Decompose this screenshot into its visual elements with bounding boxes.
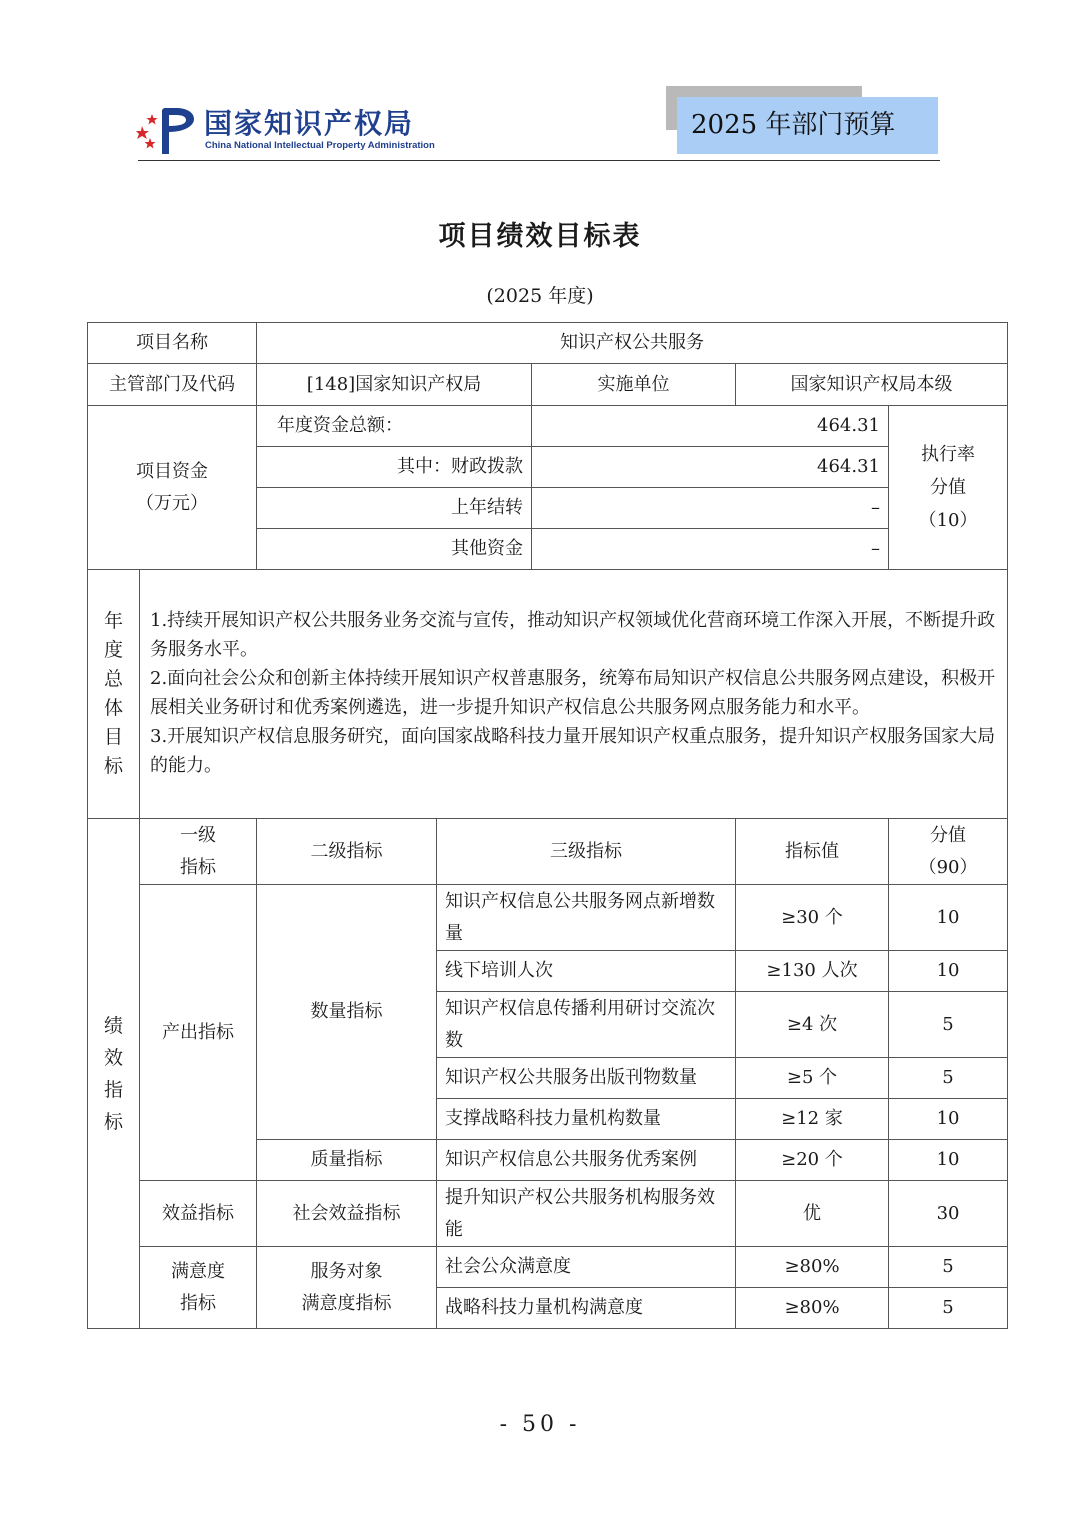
- indicator-name: 线下培训人次: [437, 951, 736, 992]
- page-subtitle: (2025 年度): [486, 285, 594, 307]
- header-value: 指标值: [736, 819, 889, 885]
- indicator-value: ≥130 人次: [736, 951, 889, 992]
- indicator-value: ≥80%: [736, 1247, 889, 1288]
- impl-value: 国家知识产权局本级: [736, 364, 1008, 406]
- header-level2: 二级指标: [257, 819, 437, 885]
- quality-indicator-label: 质量指标: [257, 1140, 437, 1181]
- indicator-score: 5: [889, 1058, 1008, 1099]
- indicator-score: 10: [889, 951, 1008, 992]
- budget-year-tab: 2025 年部门预算: [677, 97, 938, 154]
- benefit-indicator-label: 效益指标: [140, 1181, 257, 1247]
- output-indicator-label: 产出指标: [140, 885, 257, 1181]
- indicator-value: ≥4 次: [736, 992, 889, 1058]
- header-divider: [138, 160, 940, 161]
- indicator-score: 10: [889, 1099, 1008, 1140]
- social-benefit-label: 社会效益指标: [257, 1181, 437, 1247]
- cnipa-emblem-icon: [136, 104, 198, 156]
- indicator-value: ≥5 个: [736, 1058, 889, 1099]
- exec-rate-cell: [889, 406, 1008, 570]
- quantity-indicator-label: 数量指标: [257, 885, 437, 1140]
- indicator-score: 10: [889, 1140, 1008, 1181]
- indicator-score: 10: [889, 885, 1008, 951]
- performance-target-table: [87, 322, 1008, 1329]
- funds-row-label: 年度资金总额：: [257, 406, 532, 447]
- indicator-name: 社会公众满意度: [437, 1247, 736, 1288]
- exec-score-value: （10）: [918, 510, 978, 531]
- funds-row-value: –: [532, 529, 889, 570]
- service-satisfaction-label: 服务对象 满意度指标: [257, 1247, 437, 1329]
- indicator-name: 战略科技力量机构满意度: [437, 1288, 736, 1329]
- goal-item: 1.持续开展知识产权公共服务业务交流与宣传，推动知识产权领域优化营商环境工作深入开展，不断提升政务服务水平。: [150, 610, 996, 660]
- cnipa-logo: [136, 100, 436, 156]
- annual-goal-label: 年 度 总 体 目 标: [88, 570, 140, 819]
- logo-chinese-name: 国家知识产权局: [204, 107, 415, 140]
- page-number: - 50 -: [499, 1412, 581, 1437]
- dept-label: 主管部门及代码: [88, 364, 257, 406]
- indicator-name: 知识产权公共服务出版刊物数量: [437, 1058, 736, 1099]
- indicator-value: ≥30 个: [736, 885, 889, 951]
- page-title: 项目绩效目标表: [438, 221, 642, 252]
- funds-row-label: 其他资金: [257, 529, 532, 570]
- funds-label-line2: （万元）: [136, 492, 208, 514]
- satisfaction-indicator-label: 满意度 指标: [140, 1247, 257, 1329]
- funds-row-label: 上年结转: [257, 488, 532, 529]
- indicator-value: ≥12 家: [736, 1099, 889, 1140]
- indicator-score: 30: [889, 1181, 1008, 1247]
- indicator-value: ≥20 个: [736, 1140, 889, 1181]
- exec-rate-label: 执行率: [921, 444, 976, 465]
- indicator-name: 知识产权信息公共服务网点新增数量: [437, 885, 736, 951]
- indicator-value: 优: [736, 1181, 889, 1247]
- logo-english-name: China National Intellectual Property Administration: [205, 140, 435, 151]
- impl-label: 实施单位: [532, 364, 736, 406]
- indicator-name: 支撑战略科技力量机构数量: [437, 1099, 736, 1140]
- indicator-score: 5: [889, 1247, 1008, 1288]
- funds-row-label: 其中：财政拨款: [257, 447, 532, 488]
- header-level1: 一级 指标: [140, 819, 257, 885]
- project-name-label: 项目名称: [88, 323, 257, 364]
- indicator-name: 知识产权信息公共服务优秀案例: [437, 1140, 736, 1181]
- performance-label: 绩 效 指 标: [88, 819, 140, 1329]
- header-score: 分值 （90）: [889, 819, 1008, 885]
- header-level3: 三级指标: [437, 819, 736, 885]
- indicator-score: 5: [889, 992, 1008, 1058]
- dept-value: [148]国家知识产权局: [257, 364, 532, 406]
- indicator-name: 知识产权信息传播利用研讨交流次数: [437, 992, 736, 1058]
- goal-item: 2.面向社会公众和创新主体持续开展知识产权普惠服务，统筹布局知识产权信息公共服务网点建设，积极开展相关业务研讨和优秀案例遴选，进一步提升知识产权信息公共服务网点服务能力和水平。: [150, 668, 996, 718]
- annual-goal-text: [140, 570, 1008, 819]
- project-name-value: 知识产权公共服务: [257, 323, 1008, 364]
- goal-item: 3.开展知识产权信息服务研究，面向国家战略科技力量开展知识产权重点服务，提升知识产权服务国家大局的能力。: [150, 726, 996, 776]
- indicator-name: 提升知识产权公共服务机构服务效能: [437, 1181, 736, 1247]
- indicator-score: 5: [889, 1288, 1008, 1329]
- funds-row-value: 464.31: [532, 406, 889, 447]
- funds-row-value: –: [532, 488, 889, 529]
- funds-label-line1: 项目资金: [136, 460, 208, 482]
- indicator-value: ≥80%: [736, 1288, 889, 1329]
- funds-label: [88, 406, 257, 570]
- exec-score-label: 分值: [930, 477, 967, 498]
- funds-row-value: 464.31: [532, 447, 889, 488]
